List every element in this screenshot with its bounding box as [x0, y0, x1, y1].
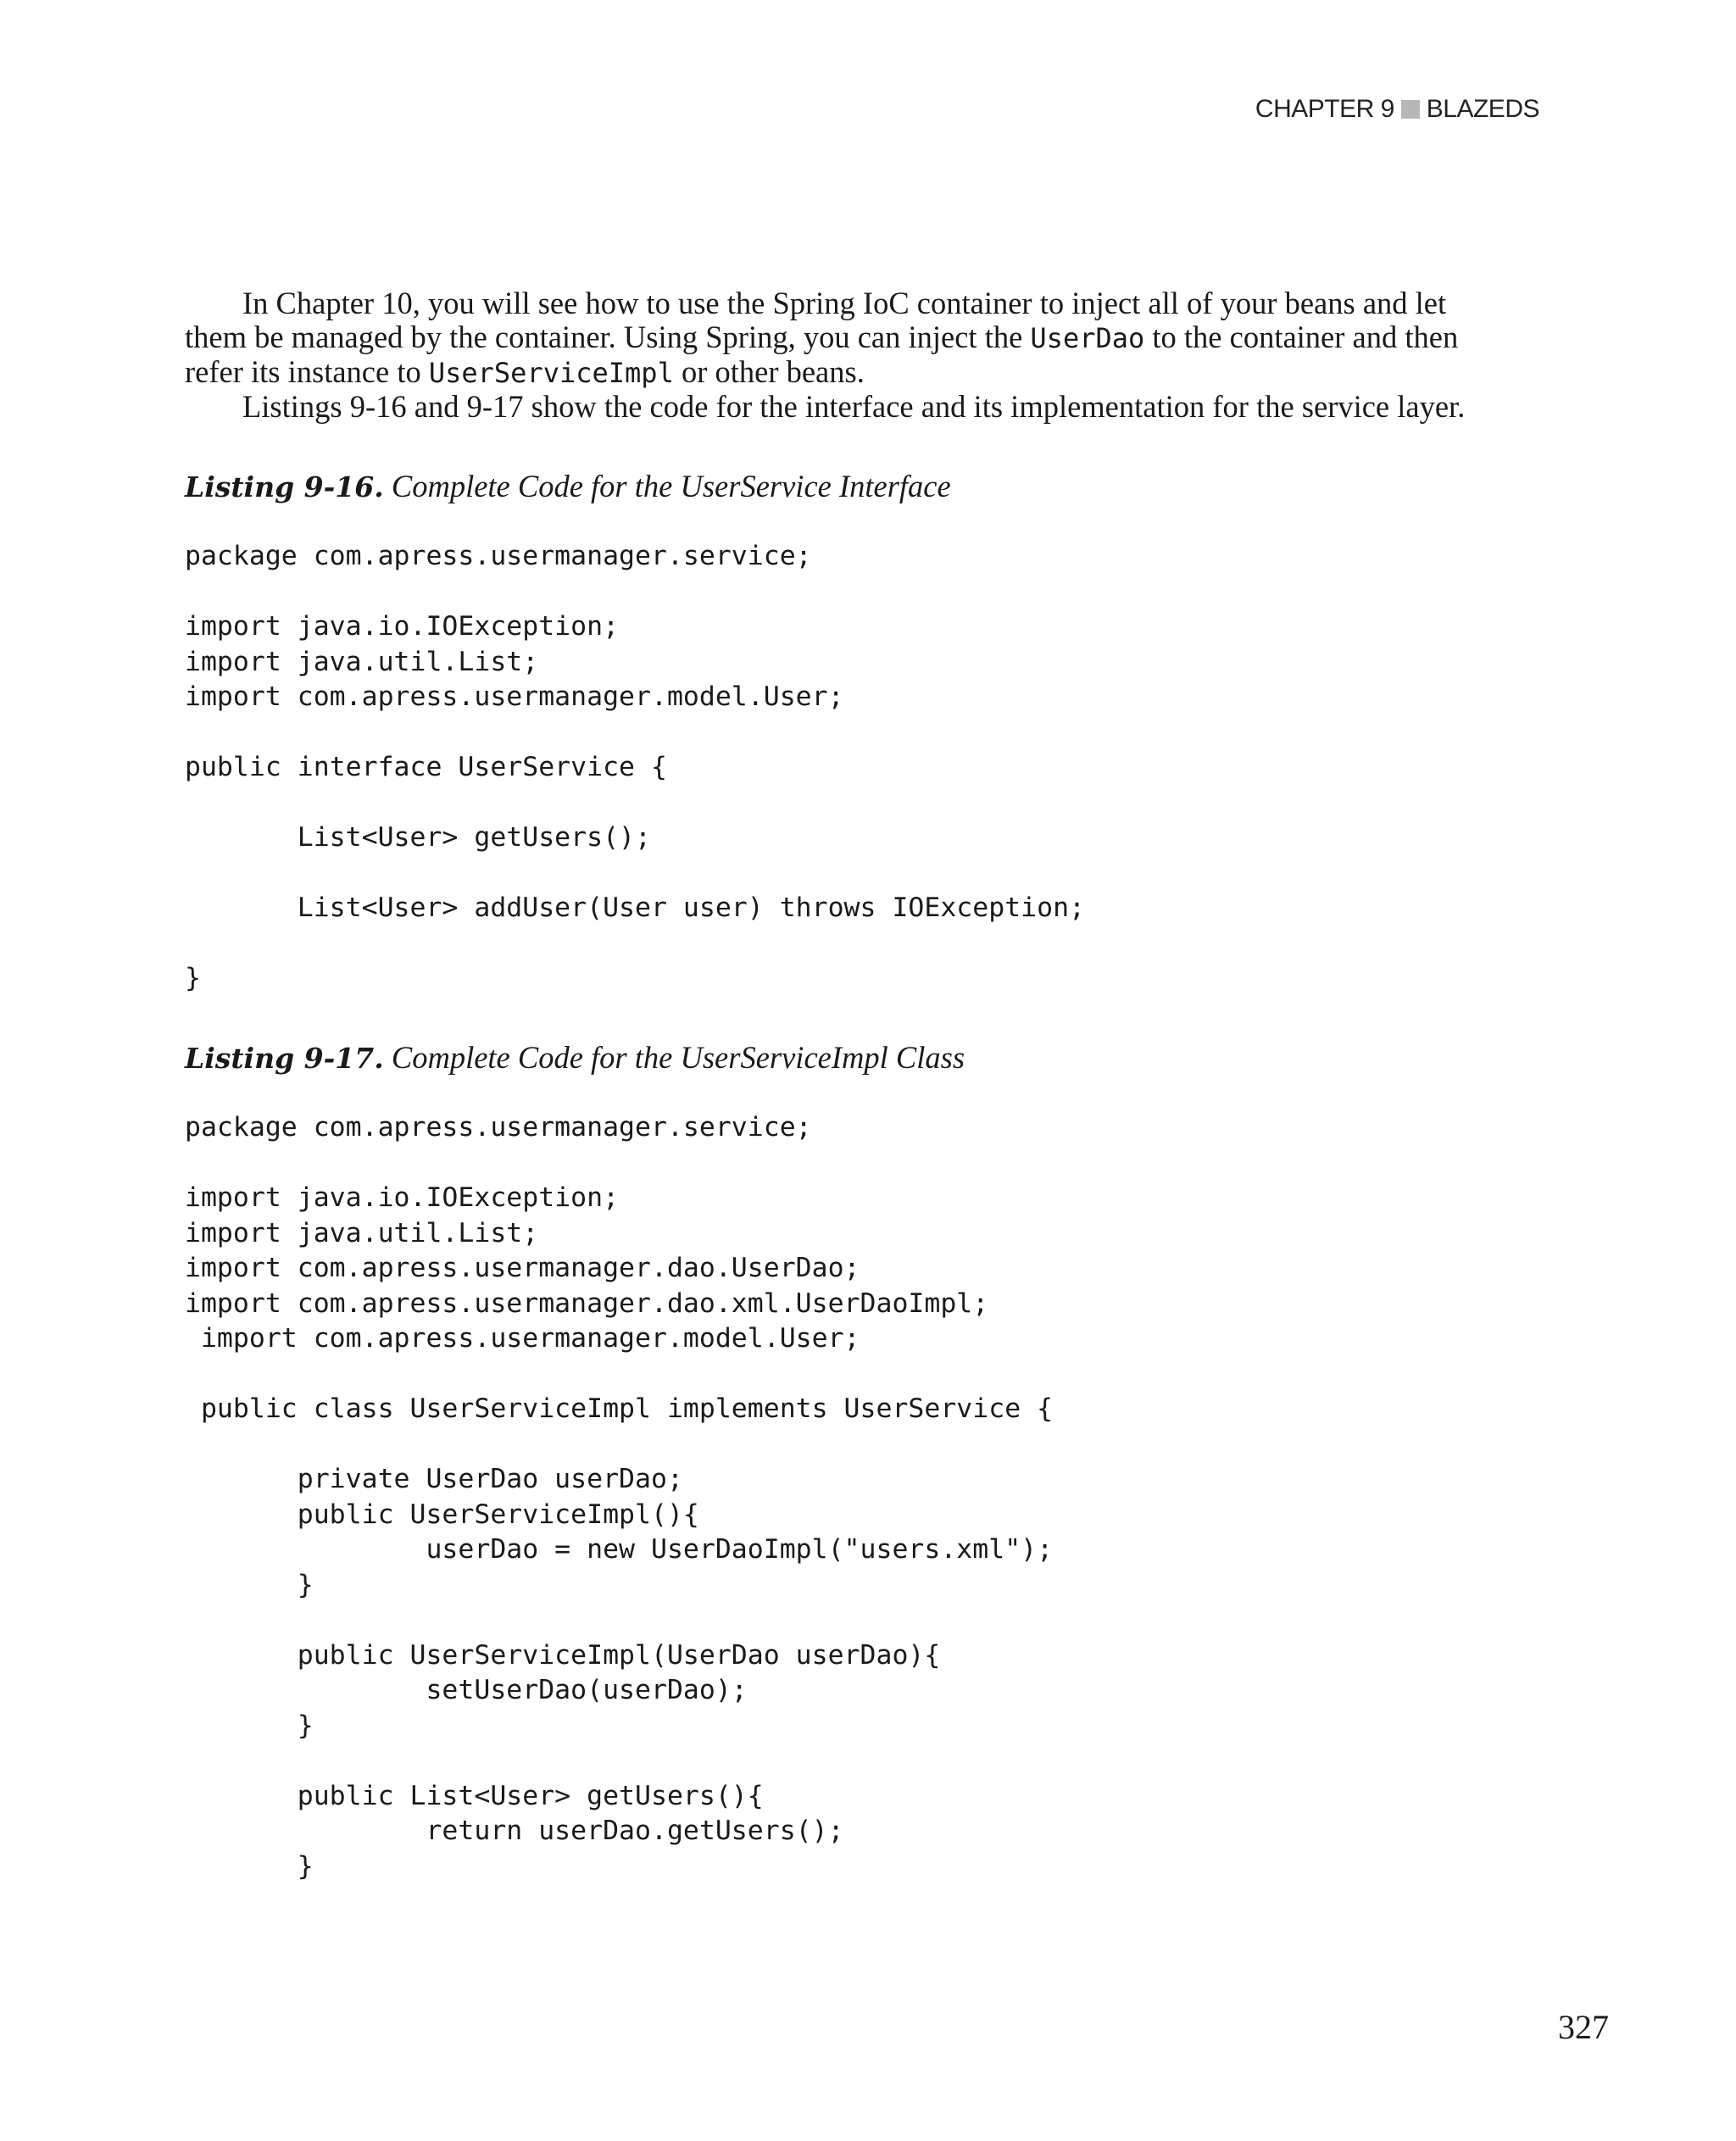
code-listing-9-17: package com.apress.usermanager.service; import java.io.IOException; import java.util.List; import com.apress.usermanager.dao.UserDao; import com.apress.usermanager.dao.xml.UserDaoImpl; import com.apress.usermanager.model.User; public class UserServiceImpl implements UserService { private UserDao userDao; public UserServiceImpl(){ userDao = new UserDaoImpl("users.xml"); } public UserServiceImpl(UserDao userDao){ setUserDao(userDao); } public List<User> getUsers(){ return userDao.getUsers(); } — [185, 1112, 1054, 1882]
listing-label: Listing 9-16. — [185, 470, 384, 503]
paragraph-text: to the container and then — [1144, 320, 1459, 354]
inline-code: UserDao — [1030, 322, 1145, 354]
paragraph-text: or other beans. — [673, 354, 865, 389]
listing-title: Complete Code for the UserService Interface — [383, 469, 951, 503]
paragraph-text: Listings 9-16 and 9-17 show the code for the interface and its implementation for the service layer. — [242, 389, 1466, 424]
paragraph-text: them be managed by the container. Using Spring, you can inject the — [185, 320, 1031, 354]
listing-title: Complete Code for the UserServiceImpl Class — [383, 1040, 965, 1075]
running-head — [1255, 95, 1539, 124]
paragraph-text: In Chapter 10, you will see how to use the Spring IoC container to inject all of your beans and let — [242, 286, 1447, 320]
code-listing-9-16: package com.apress.usermanager.service; import java.io.IOException; import java.util.List; import com.apress.usermanager.model.User; public interface UserService { List<User> getUsers(); List<User> addUser(User user) throws IOException; } — [185, 541, 1086, 993]
paragraph-continued — [185, 320, 1558, 355]
paragraph — [185, 286, 1558, 320]
section-label: BLAZEDS — [1426, 95, 1539, 123]
chapter-label: CHAPTER 9 — [1255, 95, 1394, 123]
paragraph — [185, 390, 1558, 424]
paragraph-continued — [185, 355, 1558, 390]
paragraph-text: refer its instance to — [185, 354, 429, 389]
page-number: 327 — [1558, 2008, 1609, 2046]
listing-caption-9-17 — [185, 1039, 965, 1076]
listing-label: Listing 9-17. — [185, 1042, 384, 1075]
intro-text — [185, 286, 1558, 424]
inline-code: UserServiceImpl — [428, 357, 674, 389]
listing-caption-9-16 — [185, 468, 951, 504]
square-bullet-icon — [1401, 100, 1420, 119]
